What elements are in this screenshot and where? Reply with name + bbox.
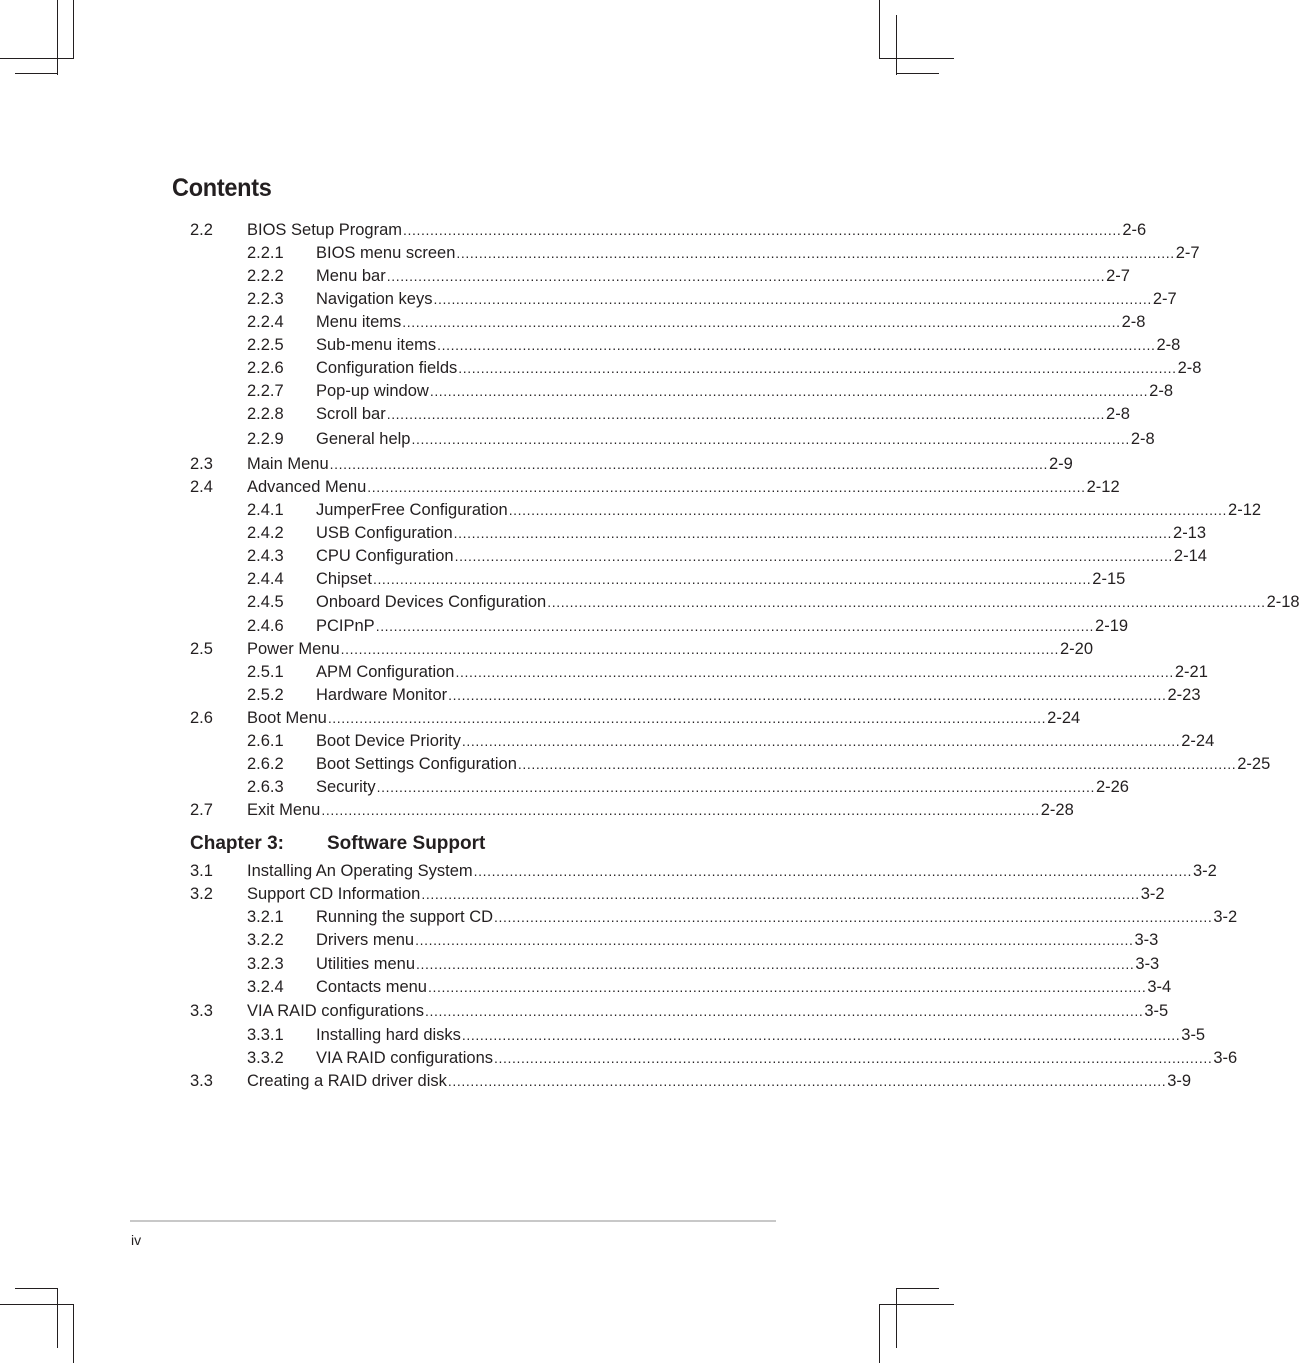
toc-entry-number: 2.2.2 <box>247 267 284 285</box>
toc-entry-number: 2.6.3 <box>247 778 284 796</box>
toc-entry-label: APM Configuration <box>316 663 455 681</box>
toc-entry-number: 3.2.4 <box>247 978 284 996</box>
toc-dot-leader: ................................................................................................................................................................ <box>473 863 1192 879</box>
chapter-title: Software Support <box>327 833 486 854</box>
toc-entry-number: 2.2.6 <box>247 359 284 377</box>
toc-entry-number: 3.3 <box>190 1002 213 1020</box>
toc-entry-page: 2-12 <box>1086 478 1120 496</box>
toc-dot-leader: ................................................................................................................................................................ <box>494 909 1213 925</box>
toc-entry-page: 2-8 <box>1130 430 1155 448</box>
toc-entry-label: VIA RAID configurations <box>247 1002 425 1020</box>
toc-entry-page: 2-7 <box>1175 244 1200 262</box>
crop-mark <box>57 0 58 75</box>
crop-mark <box>879 1304 954 1305</box>
toc-entry-label: Boot Settings Configuration <box>316 755 517 773</box>
toc-entry-number: 2.4.4 <box>247 570 284 588</box>
toc-dot-leader: ................................................................................................................................................................ <box>447 1073 1167 1089</box>
crop-mark <box>896 73 939 74</box>
toc-entry[interactable] <box>190 685 1201 705</box>
toc-entry-page: 2-9 <box>1048 455 1073 473</box>
toc-dot-leader: ................................................................................................................................................................ <box>372 571 1092 587</box>
toc-entry-label: Security <box>316 778 376 796</box>
toc-entry[interactable] <box>190 930 1159 950</box>
toc-entry[interactable] <box>190 500 1262 520</box>
toc-entry-page: 2-18 <box>1266 593 1300 611</box>
crop-mark <box>15 73 58 74</box>
toc-entry-number: 2.2.7 <box>247 382 284 400</box>
toc-entry[interactable] <box>190 639 1094 659</box>
toc-entry[interactable] <box>190 358 1202 378</box>
crop-mark <box>73 0 74 58</box>
toc-entry-label: VIA RAID configurations <box>316 1049 494 1067</box>
toc-entry-page: 3-3 <box>1134 931 1159 949</box>
toc-entry-number: 3.1 <box>190 862 213 880</box>
toc-entry-label: Installing hard disks <box>316 1026 461 1044</box>
toc-entry-page: 2-13 <box>1173 524 1207 542</box>
toc-entry-number: 3.2.2 <box>247 931 284 949</box>
crop-mark <box>879 0 880 58</box>
crop-mark <box>896 1288 897 1348</box>
toc-entry-label: Onboard Devices Configuration <box>316 593 547 611</box>
toc-entry-page: 2-24 <box>1047 709 1081 727</box>
crop-mark <box>879 58 954 59</box>
toc-entry-page: 2-28 <box>1040 801 1074 819</box>
toc-entry-number: 3.3.1 <box>247 1026 284 1044</box>
toc-dot-leader: ................................................................................................................................................................ <box>455 664 1174 680</box>
crop-mark <box>879 1304 880 1363</box>
toc-entry-number: 2.2.5 <box>247 336 284 354</box>
toc-entry-page: 2-8 <box>1177 359 1202 377</box>
crop-mark <box>15 1288 58 1289</box>
toc-entry-label: Menu items <box>316 313 402 331</box>
toc-dot-leader: ................................................................................................................................................................ <box>402 314 1121 330</box>
toc-entry-number: 2.5.1 <box>247 663 284 681</box>
toc-entry-number: 2.5.2 <box>247 686 284 704</box>
toc-entry-number: 2.6.2 <box>247 755 284 773</box>
toc-entry[interactable] <box>190 1048 1238 1068</box>
toc-entry[interactable] <box>190 777 1129 797</box>
toc-entry-label: Drivers menu <box>316 931 415 949</box>
toc-entry[interactable] <box>190 1001 1169 1021</box>
toc-dot-leader: ................................................................................................................................................................ <box>327 710 1047 726</box>
toc-entry-page: 2-24 <box>1181 732 1215 750</box>
toc-entry-label: BIOS Setup Program <box>247 221 402 239</box>
toc-dot-leader: ................................................................................................................................................................ <box>429 383 1149 399</box>
toc-dot-leader: ................................................................................................................................................................ <box>494 1050 1213 1066</box>
toc-dot-leader: ................................................................................................................................................................ <box>458 360 1177 376</box>
toc-entry-number: 2.4.3 <box>247 547 284 565</box>
toc-entry-page: 2-12 <box>1228 501 1262 519</box>
toc-entry-label: Support CD Information <box>247 885 421 903</box>
toc-entry[interactable] <box>190 907 1238 927</box>
toc-dot-leader: ................................................................................................................................................................ <box>425 1003 1144 1019</box>
crop-mark <box>73 1304 74 1363</box>
toc-entry-number: 2.2 <box>190 221 213 239</box>
toc-dot-leader: ................................................................................................................................................................ <box>454 548 1173 564</box>
toc-entry[interactable] <box>190 243 1200 263</box>
toc-entry[interactable] <box>190 1071 1192 1091</box>
toc-entry-page: 3-4 <box>1147 978 1172 996</box>
toc-entry-label: Exit Menu <box>247 801 321 819</box>
toc-dot-leader: ................................................................................................................................................................ <box>340 641 1059 657</box>
toc-dot-leader: ................................................................................................................................................................ <box>433 291 1152 307</box>
toc-dot-leader: ................................................................................................................................................................ <box>461 733 1181 749</box>
footer-rule <box>130 1220 776 1222</box>
toc-entry[interactable] <box>190 404 1130 424</box>
toc-entry[interactable] <box>190 662 1208 682</box>
toc-entry-number: 2.6.1 <box>247 732 284 750</box>
toc-entry-label: CPU Configuration <box>316 547 454 565</box>
toc-dot-leader: ................................................................................................................................................................ <box>461 1027 1181 1043</box>
toc-dot-leader: ................................................................................................................................................................ <box>411 431 1130 447</box>
toc-entry-page: 2-25 <box>1237 755 1271 773</box>
toc-entry[interactable] <box>190 954 1160 974</box>
toc-entry[interactable] <box>190 266 1130 286</box>
toc-entry-number: 2.4.6 <box>247 617 284 635</box>
toc-dot-leader: ................................................................................................................................................................ <box>386 268 1106 284</box>
toc-entry-label: Running the support CD <box>316 908 494 926</box>
toc-entry[interactable] <box>190 429 1155 449</box>
toc-dot-leader: ................................................................................................................................................................ <box>437 337 1156 353</box>
toc-entry-label: Utilities menu <box>316 955 416 973</box>
toc-entry-number: 2.4.2 <box>247 524 284 542</box>
toc-entry-page: 3-2 <box>1213 908 1238 926</box>
toc-entry-label: Configuration fields <box>316 359 458 377</box>
toc-entry-number: 3.2 <box>190 885 213 903</box>
toc-entry[interactable] <box>190 884 1165 904</box>
toc-entry-label: JumperFree Configuration <box>316 501 508 519</box>
toc-entry-number: 2.5 <box>190 640 213 658</box>
toc-entry-label: Contacts menu <box>316 978 427 996</box>
toc-entry-number: 2.4.5 <box>247 593 284 611</box>
toc-entry[interactable] <box>190 861 1217 881</box>
chapter-heading <box>190 832 485 856</box>
toc-entry-label: Installing An Operating System <box>247 862 473 880</box>
toc-entry[interactable] <box>190 754 1271 774</box>
toc-entry-page: 3-3 <box>1135 955 1160 973</box>
toc-entry-page: 2-14 <box>1173 547 1207 565</box>
toc-entry-label: Scroll bar <box>316 405 386 423</box>
toc-entry-number: 2.2.4 <box>247 313 284 331</box>
toc-entry[interactable] <box>190 708 1081 728</box>
toc-entry[interactable] <box>190 289 1177 309</box>
toc-dot-leader: ................................................................................................................................................................ <box>376 779 1095 795</box>
toc-entry-label: Pop-up window <box>316 382 429 400</box>
toc-dot-leader: ................................................................................................................................................................ <box>367 479 1086 495</box>
toc-dot-leader: ................................................................................................................................................................ <box>448 687 1167 703</box>
toc-entry-label: Sub-menu items <box>316 336 437 354</box>
toc-entry-page: 2-8 <box>1156 336 1181 354</box>
chapter-label: Chapter 3: <box>190 833 284 854</box>
page-number: iv <box>131 1232 142 1248</box>
toc-entry-number: 2.7 <box>190 801 213 819</box>
toc-dot-leader: ................................................................................................................................................................ <box>421 886 1140 902</box>
toc-entry-label: Creating a RAID driver disk <box>247 1072 447 1090</box>
toc-entry-page: 2-7 <box>1152 290 1177 308</box>
toc-entry[interactable] <box>190 569 1126 589</box>
toc-entry-page: 2-6 <box>1122 221 1147 239</box>
toc-entry-number: 2.6 <box>190 709 213 727</box>
toc-entry-page: 3-5 <box>1144 1002 1169 1020</box>
toc-dot-leader: ................................................................................................................................................................ <box>329 456 1048 472</box>
toc-entry-page: 2-8 <box>1121 313 1146 331</box>
crop-mark <box>57 1288 58 1348</box>
toc-entry-number: 3.2.1 <box>247 908 284 926</box>
toc-entry[interactable] <box>190 335 1181 355</box>
toc-entry-label: BIOS menu screen <box>316 244 456 262</box>
toc-entry[interactable] <box>190 312 1146 332</box>
toc-entry-label: USB Configuration <box>316 524 453 542</box>
toc-dot-leader: ................................................................................................................................................................ <box>415 932 1134 948</box>
toc-entry-page: 2-15 <box>1092 570 1126 588</box>
toc-entry-label: Chipset <box>316 570 372 588</box>
toc-entry-page: 2-21 <box>1174 663 1208 681</box>
toc-entry-page: 3-2 <box>1140 885 1165 903</box>
crop-mark <box>896 15 897 75</box>
toc-entry-label: Boot Device Priority <box>316 732 461 750</box>
crop-mark <box>0 1304 74 1305</box>
toc-entry[interactable] <box>190 477 1120 497</box>
toc-entry-page: 3-5 <box>1181 1026 1206 1044</box>
toc-dot-leader: ................................................................................................................................................................ <box>427 979 1147 995</box>
toc-entry-number: 2.3 <box>190 455 213 473</box>
toc-entry[interactable] <box>190 731 1215 751</box>
toc-entry-number: 2.2.9 <box>247 430 284 448</box>
toc-dot-leader: ................................................................................................................................................................ <box>403 222 1122 238</box>
toc-dot-leader: ................................................................................................................................................................ <box>456 245 1175 261</box>
toc-entry-label: Boot Menu <box>247 709 327 727</box>
toc-entry-label: Advanced Menu <box>247 478 367 496</box>
page-title: Contents <box>172 174 272 202</box>
toc-dot-leader: ................................................................................................................................................................ <box>453 525 1173 541</box>
toc-entry[interactable] <box>190 592 1300 612</box>
toc-entry-page: 2-8 <box>1106 405 1130 423</box>
toc-entry-number: 2.2.3 <box>247 290 284 308</box>
toc-entry-label: PCIPnP <box>316 617 375 635</box>
crop-mark <box>896 1288 939 1289</box>
toc-entry[interactable] <box>190 1025 1206 1045</box>
toc-entry-page: 3-2 <box>1192 862 1217 880</box>
toc-entry-page: 3-6 <box>1213 1049 1238 1067</box>
toc-entry-number: 3.3 <box>190 1072 213 1090</box>
toc-entry-page: 2-19 <box>1095 617 1129 635</box>
toc-entry-label: General help <box>316 430 411 448</box>
toc-entry[interactable] <box>190 454 1073 474</box>
toc-dot-leader: ................................................................................................................................................................ <box>508 502 1228 518</box>
toc-entry-label: Main Menu <box>247 455 329 473</box>
toc-entry-label: Menu bar <box>316 267 386 285</box>
toc-entry-page: 2-20 <box>1059 640 1094 658</box>
toc-entry[interactable] <box>190 800 1074 820</box>
toc-entry-number: 2.4 <box>190 478 213 496</box>
toc-entry[interactable] <box>190 546 1207 566</box>
toc-dot-leader: ................................................................................................................................................................ <box>517 756 1237 772</box>
toc-dot-leader: ................................................................................................................................................................ <box>416 956 1135 972</box>
toc-entry[interactable] <box>190 381 1174 401</box>
toc-entry-number: 2.2.8 <box>247 405 284 423</box>
toc-entry[interactable] <box>190 220 1147 240</box>
toc-entry-label: Power Menu <box>247 640 340 658</box>
toc-entry-page: 2-7 <box>1106 267 1130 285</box>
toc-entry-label: Hardware Monitor <box>316 686 448 704</box>
toc-entry-page: 2-8 <box>1149 382 1174 400</box>
toc-entry-page: 2-23 <box>1167 686 1201 704</box>
crop-mark <box>0 58 74 59</box>
toc-entry-page: 2-26 <box>1095 778 1129 796</box>
toc-entry[interactable] <box>190 977 1172 997</box>
toc-dot-leader: ................................................................................................................................................................ <box>547 594 1266 610</box>
toc-entry-number: 2.4.1 <box>247 501 284 519</box>
toc-dot-leader: ................................................................................................................................................................ <box>386 406 1106 422</box>
toc-dot-leader: ................................................................................................................................................................ <box>375 618 1095 634</box>
toc-entry-number: 3.3.2 <box>247 1049 284 1067</box>
toc-entry-page: 3-9 <box>1167 1072 1192 1090</box>
toc-entry[interactable] <box>190 523 1207 543</box>
toc-entry-label: Navigation keys <box>316 290 433 308</box>
toc-dot-leader: ................................................................................................................................................................ <box>321 802 1040 818</box>
toc-entry-number: 3.2.3 <box>247 955 284 973</box>
toc-entry[interactable] <box>190 616 1129 636</box>
toc-entry-number: 2.2.1 <box>247 244 284 262</box>
